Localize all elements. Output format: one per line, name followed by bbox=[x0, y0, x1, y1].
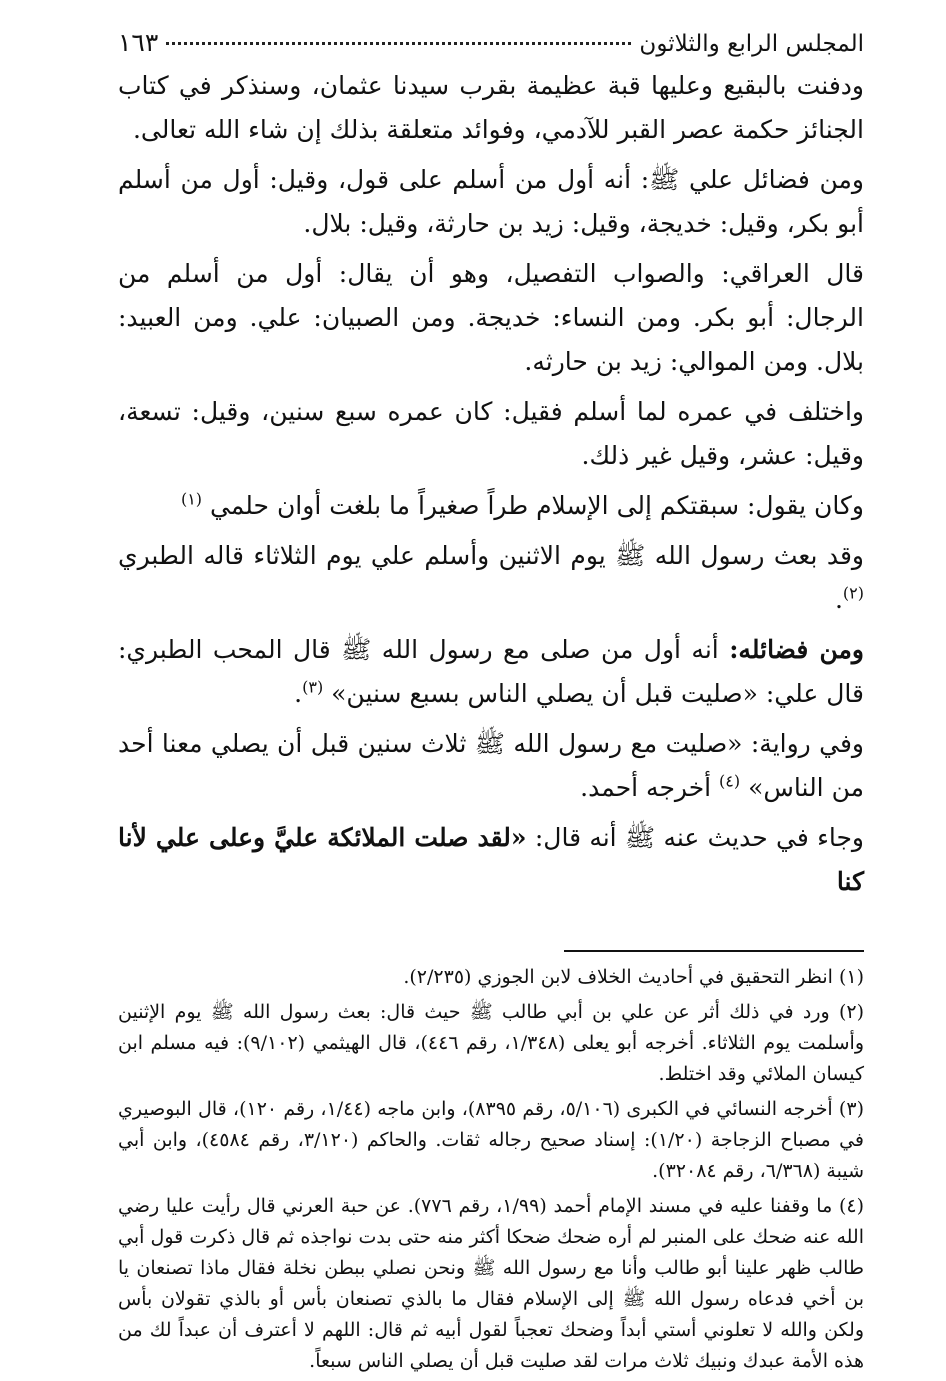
paragraph-5 bbox=[118, 484, 864, 528]
paragraph-8-text: وفي رواية: «صليت مع رسول الله ﷺ ثلاث سنين قبل أن يصلي معنا أحد من الناس» bbox=[118, 729, 864, 802]
paragraph-7-lead: ومن فضائله: bbox=[729, 635, 865, 664]
footnote-3: (٣) أخرجه النسائي في الكبرى (٥/١٠٦، رقم ٨٣٩٥)، وابن ماجه (١/٤٤، رقم ١٢٠)، قال البوصيري في مصباح الزجاجة (١/٢٠): إسناد صحيح رجاله ثقات. والحاكم (٣/١٢٠، رقم ٤٥٨٤)، وابن أبي شيبة (٦/٣٦٨، رقم ٣٢٠٨٤). bbox=[118, 1098, 864, 1182]
main-text bbox=[118, 64, 864, 904]
footnote-ref-4: (٤) bbox=[719, 771, 741, 791]
paragraph-9 bbox=[118, 816, 864, 904]
footnotes bbox=[118, 962, 864, 1377]
paragraph-5-text: وكان يقول: سبقتكم إلى الإسلام طراً صغيراً ما بلغت أوان حلمي bbox=[209, 491, 864, 520]
paragraph-2: ومن فضائل علي ﷺ: أنه أول من أسلم على قول، وقيل: أول من أسلم أبو بكر، وقيل: خديجة، وقيل: زيد بن حارثة، وقيل: بلال. bbox=[118, 165, 864, 238]
paragraph-8-tail: أخرجه أحمد. bbox=[580, 773, 712, 802]
paragraph-1: ودفنت بالبقيع وعليها قبة عظيمة بقرب سيدنا عثمان، وسنذكر في كتاب الجنائز حكمة عصر القبر للآدمي، وفوائد متعلقة بذلك إن شاء الله تعالى. bbox=[118, 71, 864, 144]
header-dotted-leader bbox=[166, 42, 631, 45]
footnote-1: (١) انظر التحقيق في أحاديث الخلاف لابن الجوزي (٢/٢٣٥). bbox=[403, 966, 864, 988]
footnote-ref-2: (٢) bbox=[842, 583, 864, 603]
book-page bbox=[118, 28, 864, 1381]
paragraph-6: وقد بعث رسول الله ﷺ يوم الاثنين وأسلم علي يوم الثلاثاء قاله الطبري $^{(٢)}$. bbox=[118, 541, 864, 614]
footnote-separator bbox=[564, 950, 864, 952]
footnote-2: (٢) ورد في ذلك أثر عن علي بن أبي طالب ﷺ حيث قال: بعث رسول الله ﷺ يوم الإثنين وأسلمت يوم الثلاثاء. أخرجه أبو يعلى (١/٣٤٨، رقم ٤٤٦)، قال الهيثمي (٩/١٠٢): فيه مسلم ابن كيسان الملائي وقد اختلط. bbox=[118, 1001, 864, 1085]
paragraph-7: ومن فضائله: أنه أول من صلى مع رسول الله ﷺ قال المحب الطبري: قال علي: «صليت قبل أن يصلي الناس بسبع سنين» $^{(٣)}$. bbox=[118, 635, 865, 708]
paragraph-6-text: وقد بعث رسول الله ﷺ يوم الاثنين وأسلم علي يوم الثلاثاء قاله الطبري bbox=[118, 541, 864, 570]
paragraph-7-text: أنه أول من صلى مع رسول الله ﷺ قال المحب الطبري: قال علي: «صليت قبل أن يصلي الناس بسبع سنين» bbox=[118, 635, 864, 708]
paragraph-4: واختلف في عمره لما أسلم فقيل: كان عمره سبع سنين، وقيل: تسعة، وقيل: عشر، وقيل غير ذلك. bbox=[118, 397, 864, 470]
paragraph-8 bbox=[118, 722, 864, 810]
page-number: ١٦٣ bbox=[118, 28, 159, 57]
paragraph-9-text: وجاء في حديث عنه ﷺ أنه قال: bbox=[534, 823, 864, 852]
footnote-4: (٤) ما وقفنا عليه في مسند الإمام أحمد (١/٩٩، رقم ٧٧٦). عن حبة العرني قال رأيت عليا رضي الله عنه ضحك على المنبر لم أره ضحك ضحكا أكثر منه حتى بدت نواجذه ثم قال ذكرت قول أبي طالب ظهر علينا أبو طالب وأنا مع رسول الله ﷺ ونحن نصلي ببطن نخلة فقال ماذا تصنعان يا بن أخي فدعاه رسول الله ﷺ إلى الإسلام فقال ما بالذي تصنعان بأس أو بالذي تقولان بأس ولكن والله لا تعلوني أستي أبداً وضحك تعجباً لقول أبيه ثم قال: اللهم لا أعترف أن عبداً لك من هذه الأمة عبدك ونبيك ثلاث مرات لقد صليت قبل أن يصلي الناس سبعاً. bbox=[118, 1195, 865, 1372]
footnote-ref-1: (١) bbox=[180, 489, 203, 509]
running-header bbox=[118, 28, 864, 64]
paragraph-3: قال العراقي: والصواب التفصيل، وهو أن يقال: أول من أسلم من الرجال: أبو بكر. ومن النساء: خديجة. ومن الصبيان: علي. ومن العبيد: بلال. ومن الموالي: زيد بن حارثه. bbox=[118, 259, 864, 376]
footnote-ref-3: (٣) bbox=[302, 677, 324, 697]
paragraph-9-bold: «لقد صلت الملائكة عليَّ وعلى علي لأنا كنا bbox=[118, 823, 864, 896]
chapter-title: المجلس الرابع والثلاثون bbox=[639, 31, 864, 57]
